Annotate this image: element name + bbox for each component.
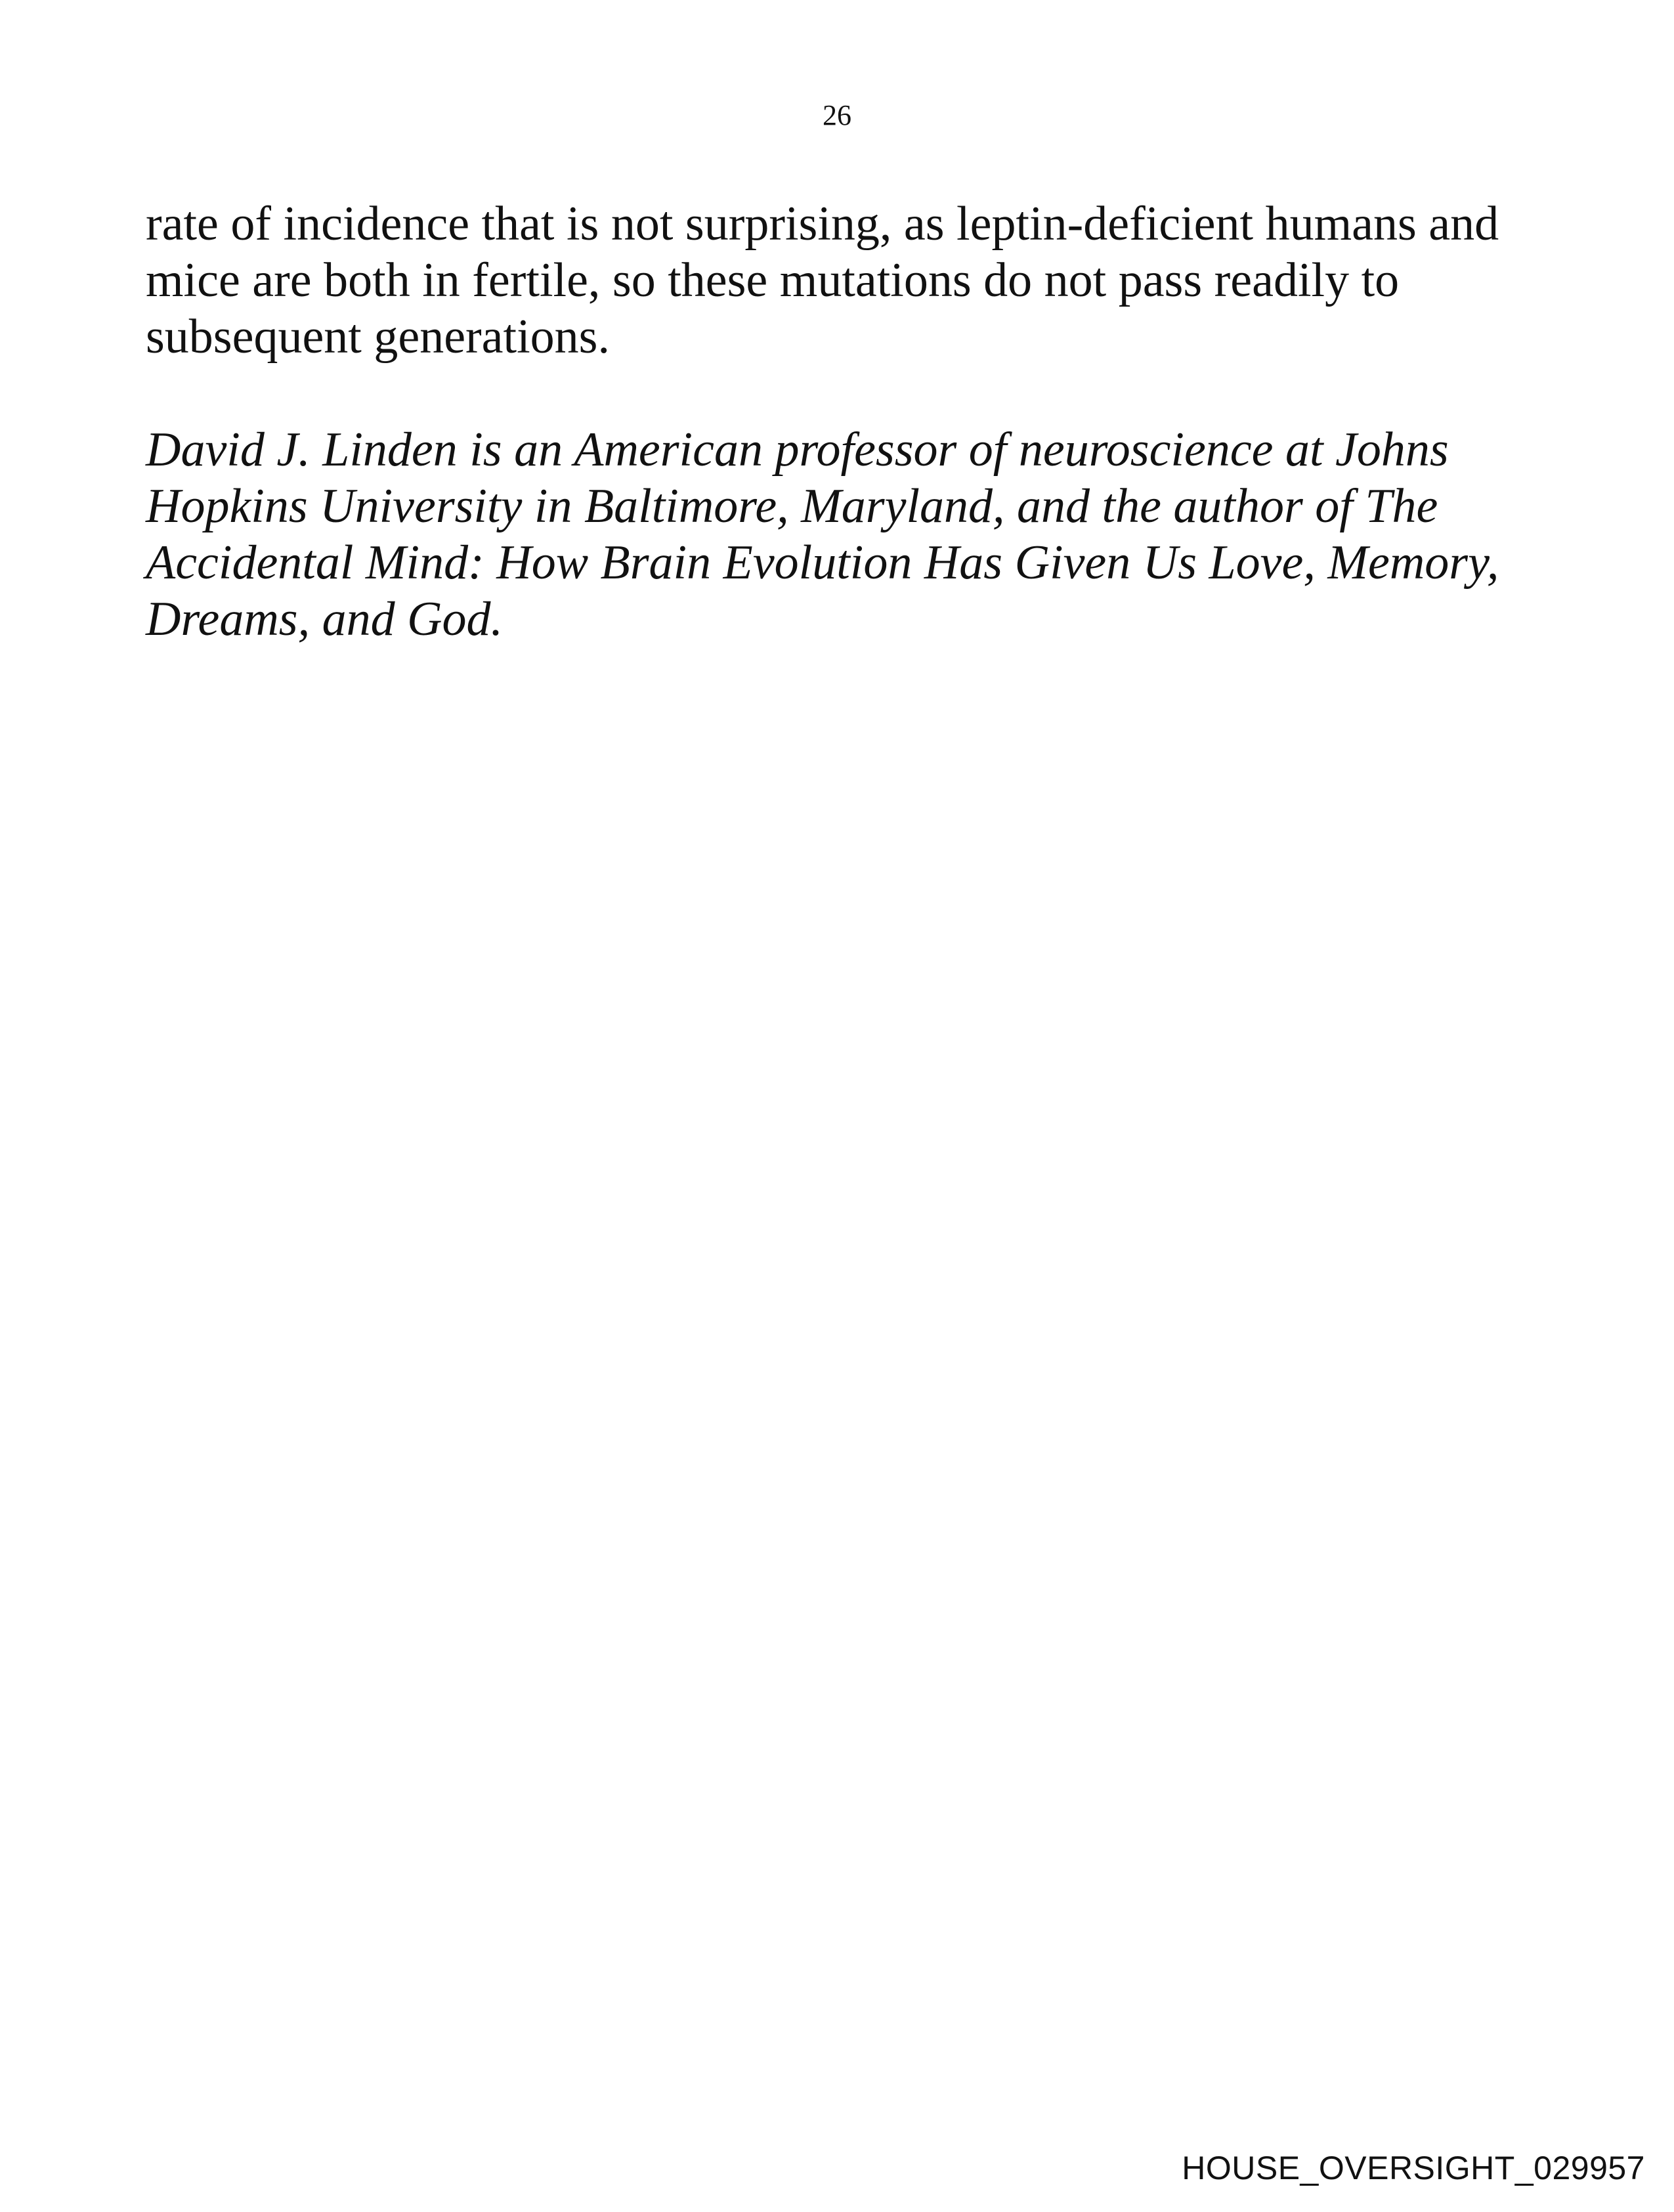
bates-number: HOUSE_OVERSIGHT_029957: [1182, 2150, 1645, 2186]
paragraph-line-2: mice are both in fertile, so these mutations do not pass readily to: [146, 253, 1400, 307]
author-bio: [146, 422, 1551, 647]
paragraph-line-3: subsequent generations.: [146, 310, 610, 364]
page-number: 26: [823, 99, 851, 131]
bio-line-4: Dreams, and God.: [146, 592, 504, 646]
bio-line-1: David J. Linden is an American professor of neuroscience at Johns: [146, 423, 1449, 477]
bio-line-3: Accidental Mind: How Brain Evolution Has Given Us Love, Memory,: [146, 536, 1499, 590]
paragraph-line-1: rate of incidence that is not surprising, as leptin-deficient humans and: [146, 197, 1499, 251]
bio-line-2: Hopkins University in Baltimore, Maryland, and the author of The: [146, 479, 1438, 533]
body-paragraph: [146, 196, 1544, 365]
